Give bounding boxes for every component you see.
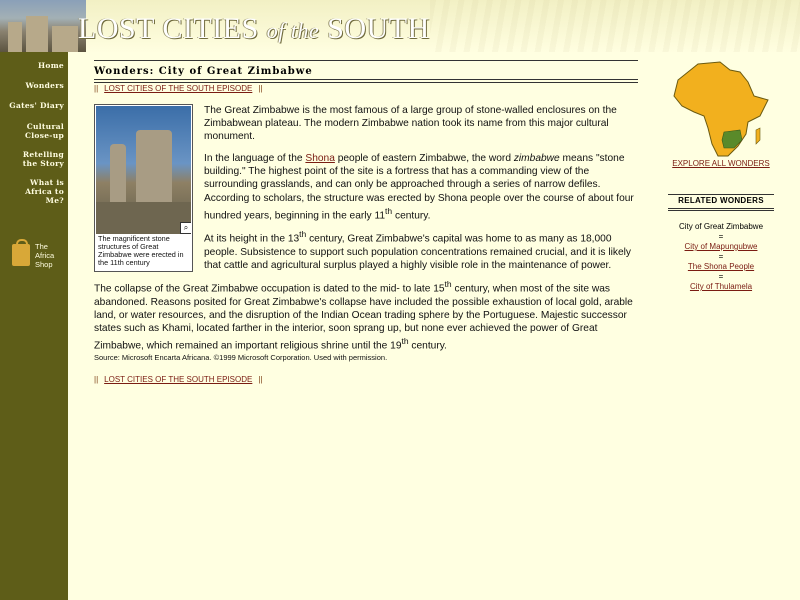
photo-caption: The magnificent stone structures of Great Zimbabwe were erected in the 11th century	[98, 234, 184, 267]
banner-map-background	[430, 0, 800, 52]
source-credit: Source: Microsoft Encarta Africana. ©1999 Microsoft Corporation. Used with permission.	[94, 353, 388, 362]
paragraph-4	[94, 278, 636, 353]
paragraph-2-text-c: means "stone building." The highest point of the site is a fortress that has a commanding view of the surrounding grasslands, and can only be approached through a series of narrow defiles. According to scholars, the structure was erected by Shona people over the course of about four hundred years, beginning in the early 11	[204, 153, 634, 222]
related-link-mapungubwe[interactable]: City of Mapungubwe	[684, 242, 758, 251]
paragraph-3	[204, 228, 636, 272]
paragraph-4-text-c: century.	[408, 340, 447, 352]
related-link-shona-people[interactable]: The Shona People	[687, 262, 755, 271]
related-wonders-heading: RELATED WONDERS	[678, 196, 764, 205]
paragraph-3-sup: th	[299, 229, 307, 239]
africa-shop-label: The Africa Shop	[35, 242, 55, 269]
site-title[interactable]	[78, 12, 430, 46]
episode-link-bottom	[94, 375, 263, 384]
nav-what-is-africa-to-me[interactable]: What is Africa to Me?	[25, 178, 64, 205]
shona-link[interactable]: Shona	[305, 153, 335, 164]
related-rule-bottom-2	[668, 210, 774, 211]
banner-ruins-image	[0, 0, 86, 52]
paragraph-2-sup: th	[385, 205, 393, 216]
episode-link-left-bars: ||	[94, 84, 99, 93]
heading-rule-top	[94, 60, 638, 61]
related-item-great-zimbabwe: City of Great Zimbabwe	[678, 222, 764, 231]
paragraph-2-text-a: In the language of the	[204, 153, 306, 164]
related-link-thulamela[interactable]: City of Thulamela	[689, 282, 753, 291]
related-separator: =	[718, 232, 724, 241]
nav-home[interactable]: Home	[38, 61, 64, 70]
nav-wonders[interactable]: Wonders	[25, 81, 64, 90]
page-title: Wonders: City of Great Zimbabwe	[94, 66, 313, 77]
site-title-end: SOUTH	[319, 12, 430, 45]
paragraph-4-text-a: The collapse of the Great Zimbabwe occupation is dated to the mid- to late 15	[94, 283, 445, 295]
episode-link-bottom-right-bars: ||	[258, 375, 263, 384]
paragraph-3-text-a: At its height in the 13	[204, 233, 300, 245]
nav-retelling-the-story[interactable]: Retelling the Story	[22, 150, 64, 168]
paragraph-2-text-d: century.	[392, 210, 431, 222]
paragraph-2	[204, 152, 636, 222]
photo-box	[94, 104, 193, 272]
site-title-main: LOST CITIES	[78, 12, 267, 45]
paragraph-1: The Great Zimbabwe is the most famous of a large group of stone-walled enclosures on the Zimbabwean plateau. The modern Zimbabwe nation took its name from this major cultural monument.	[204, 105, 617, 143]
africa-continent-shape	[674, 62, 768, 156]
related-separator: =	[718, 252, 724, 261]
heading-rule-bottom-1	[94, 79, 638, 80]
paragraph-4-text-b: century, when most of the site was abandoned. Reasons posited for Great Zimbabwe's collapse have included the possible exhaustion of local gold, arable land, or water resources, and the disruption of the Indian Ocean trading sphere by the Portuguese. Majestic successor states such as Khami, located farther in the interior, soon sprang up, but none ever achieved the power of Great Zimbabwe, which remained an important religious shrine until the 19	[94, 283, 633, 352]
zimbabwe-term: zimbabwe	[513, 153, 560, 164]
header-banner	[0, 0, 800, 52]
madagascar-shape	[756, 128, 760, 144]
explore-all-wonders-link[interactable]: EXPLORE ALL WONDERS	[672, 159, 770, 168]
related-separator: =	[718, 272, 724, 281]
shopping-bag-icon	[12, 244, 30, 266]
africa-map[interactable]	[668, 60, 772, 160]
related-rule-top	[668, 194, 774, 195]
left-sidebar	[0, 0, 68, 600]
episode-link-bottom-left-bars: ||	[94, 375, 99, 384]
episode-link-top-anchor[interactable]: LOST CITIES OF THE SOUTH EPISODE	[104, 84, 253, 93]
episode-link-top	[94, 84, 263, 93]
episode-link-right-bars: ||	[258, 84, 263, 93]
paragraph-4-sup: th	[444, 279, 452, 289]
paragraph-4-sup-2: th	[401, 336, 409, 347]
paragraph-3-text-b: century, Great Zimbabwe's capital was home to as many as 18,000 people. Subsistence to support such population concentrations remained crucial, and it is likely that cattle and agricultural surplus played a highly visible role in the maintenance of power.	[204, 233, 631, 271]
related-rule-bottom-1	[668, 208, 774, 209]
africa-shop-link[interactable]	[10, 240, 66, 270]
magnify-icon[interactable]: ⌕	[180, 222, 191, 234]
nav-gates-diary[interactable]: Gates' Diary	[9, 101, 64, 110]
nav-cultural-close-up[interactable]: Cultural Close-up	[24, 122, 64, 140]
page-heading-block	[94, 60, 638, 85]
paragraph-2-text-b: people of eastern Zimbabwe, the word	[334, 153, 514, 164]
episode-link-bottom-anchor[interactable]: LOST CITIES OF THE SOUTH EPISODE	[104, 375, 253, 384]
site-title-of: of the	[266, 18, 320, 43]
heading-rule-bottom-2	[94, 82, 638, 83]
great-zimbabwe-photo[interactable]	[96, 106, 191, 234]
